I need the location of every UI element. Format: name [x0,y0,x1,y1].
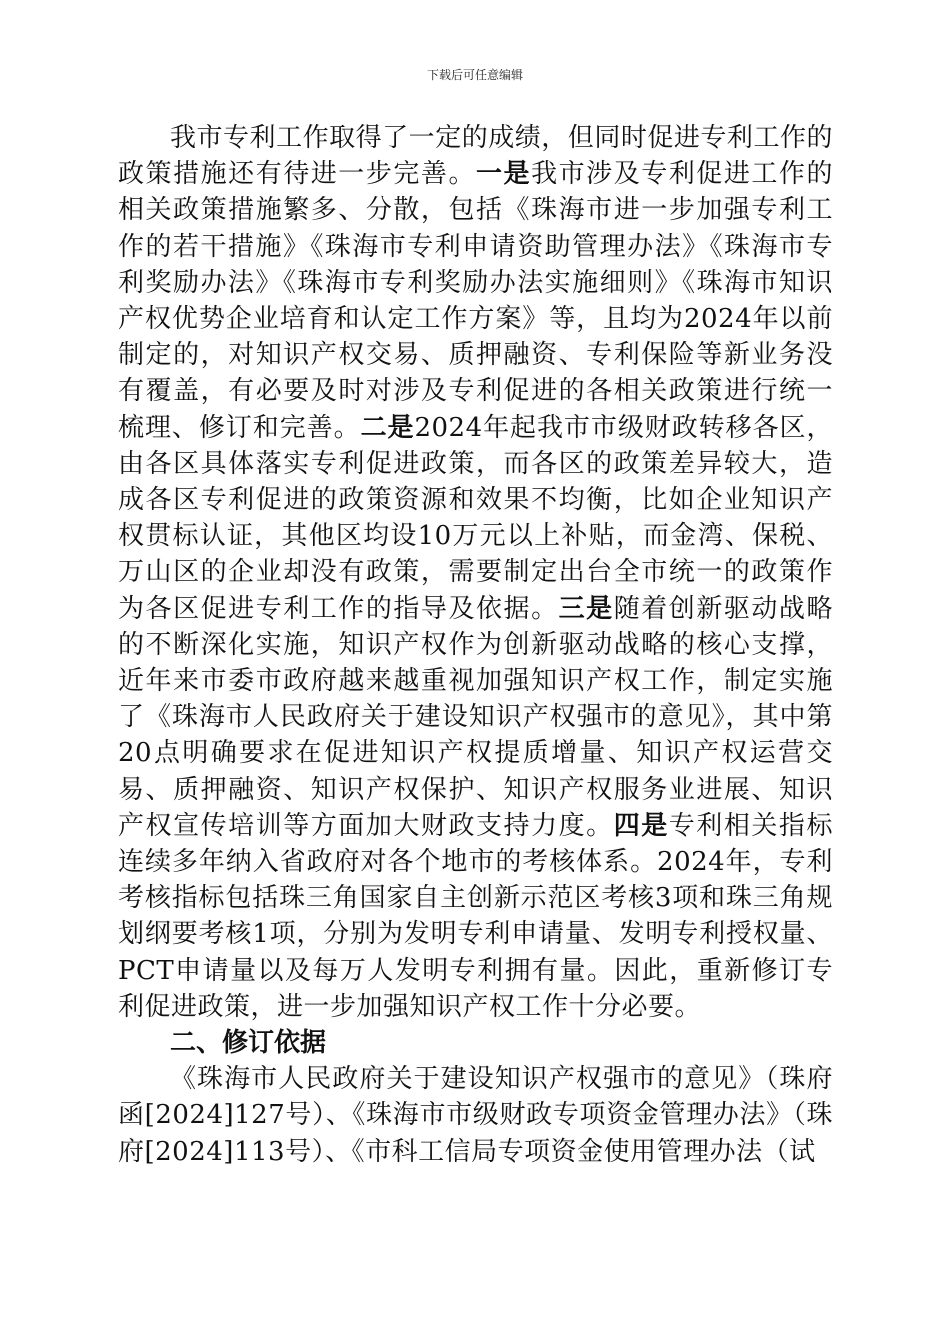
paragraph-text: 随着创新驱动战略的不断深化实施，知识产权作为创新驱动战略的核心支撑，近年来市委市政府越来越重视加强知识产权工作，制定实施了《珠海市人民政府关于建设知识产权强市的意见》，其中第20点明确要求在促进知识产权提质增量、知识产权运营交易、质押融资、知识产权保护、知识产权服务业进展、知识产权宣传培训等方面加大财政支持力度。 [118,593,833,841]
keyword-fourth: 四是 [613,810,669,841]
paragraph-text: 我市涉及专利促进工作的相关政策措施繁多、分散，包括《珠海市进一步加强专利工作的若干措施》《珠海市专利申请资助管理办法》《珠海市专利奖励办法》《珠海市专利奖励办法实施细则》《珠海市知识产权优势企业培育和认定工作方案》等，且均为2024年以前制定的，对知识产权交易、质押融资、专利保险等新业务没有覆盖，有必要及时对涉及专利促进的各相关政策进行统一梳理、修订和完善。 [118,159,833,443]
paragraph-text: 专利相关指标连续多年纳入省政府对各个地市的考核体系。2024年，专利考核指标包括珠三角国家自主创新示范区考核3项和珠三角规划纲要考核1项，分别为发明专利申请量、发明专利授权量、PCT申请量以及每万人发明专利拥有量。因此，重新修订专利促进政策，进一步加强知识产权工作十分必要。 [118,810,833,1022]
paragraph-policy-status [118,120,833,1025]
keyword-first: 一是 [476,159,532,190]
paragraph-text: 我市专利工作取得了一定的成绩，但同时促进专利工作的政策措施还有待进一步完善。 [118,123,833,190]
page-header-note: 下载后可任意编辑 [426,68,523,82]
section-heading-revision-basis: 二、修订依据 [170,1028,327,1059]
paragraph-text: 2024年起我市市级财政转移各区，由各区具体落实专利促进政策，而各区的政策差异较大，造成各区专利促进的政策资源和效果不均衡，比如企业知识产权贯标认证，其他区均设10万元以上补贴，而金湾、保税、万山区的企业却没有政策，需要制定出台全市统一的政策作为各区促进专利工作的指导及依据。 [118,412,833,624]
document-body [118,120,833,1170]
keyword-third: 三是 [558,593,614,624]
paragraph-revision-basis: 《珠海市人民政府关于建设知识产权强市的意见》（珠府函[2024]127号）、《珠海市市级财政专项资金管理办法》（珠府[2024]113号）、《市科工信局专项资金使用管理办法（试 [118,1064,833,1167]
keyword-second: 二是 [360,412,415,443]
